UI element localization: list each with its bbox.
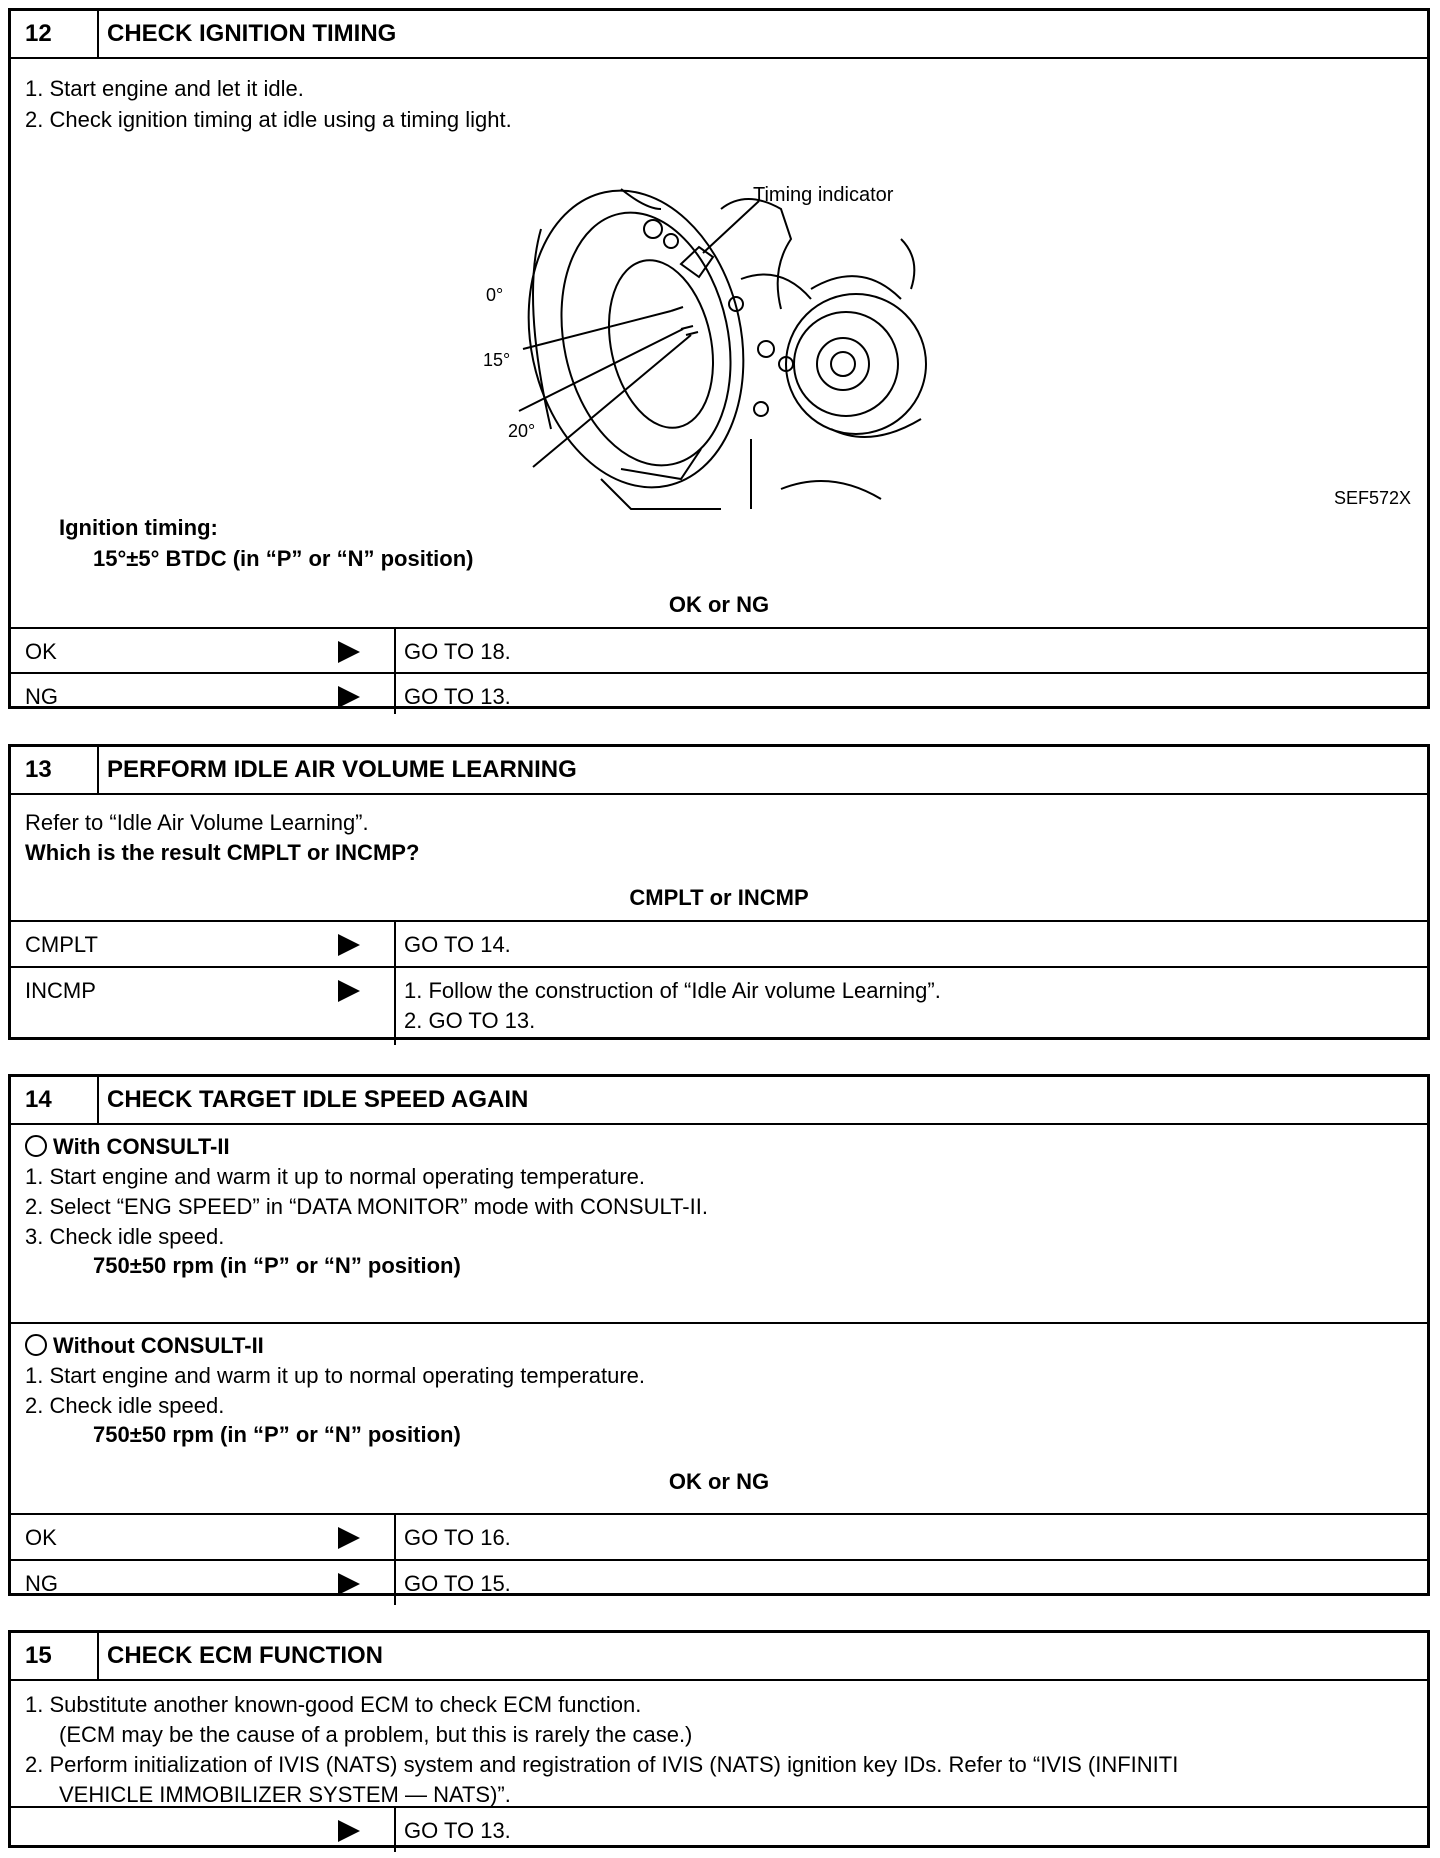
outcome-action: GO TO 13. bbox=[404, 684, 511, 709]
instruction: VEHICLE IMMOBILIZER SYSTEM — NATS)”. bbox=[59, 1782, 511, 1807]
question: Which is the result CMPLT or INCMP? bbox=[25, 840, 420, 865]
step-body bbox=[11, 1681, 1427, 1806]
outcome-row bbox=[11, 966, 1427, 1045]
outcome-label: NG bbox=[25, 684, 58, 709]
with-consult-heading bbox=[25, 1133, 230, 1161]
arrow-icon bbox=[338, 686, 360, 708]
instruction: 2. Select “ENG SPEED” in “DATA MONITOR” mode with CONSULT-II. bbox=[25, 1194, 708, 1219]
outcome-row bbox=[11, 1559, 1427, 1605]
step-title: CHECK TARGET IDLE SPEED AGAIN bbox=[107, 1086, 529, 1113]
instruction: Refer to “Idle Air Volume Learning”. bbox=[25, 810, 369, 835]
step-number: 15 bbox=[11, 1633, 99, 1679]
outcome-row bbox=[11, 920, 1427, 966]
spec-label: Ignition timing: bbox=[59, 515, 218, 540]
spec-value: 750±50 rpm (in “P” or “N” position) bbox=[93, 1422, 461, 1447]
arrow-icon bbox=[338, 641, 360, 663]
step-body bbox=[11, 59, 1427, 627]
spec-value: 15°±5° BTDC (in “P” or “N” position) bbox=[93, 546, 474, 571]
outcome-action: 2. GO TO 13. bbox=[404, 1008, 536, 1033]
callout-label: Timing indicator bbox=[753, 184, 894, 206]
mark-label: 15° bbox=[483, 350, 511, 370]
consult-icon bbox=[25, 1135, 47, 1157]
step-header bbox=[11, 11, 1427, 59]
outcome-row bbox=[11, 672, 1427, 714]
without-consult-heading bbox=[25, 1332, 264, 1360]
outcome-row bbox=[11, 1806, 1427, 1852]
instruction: 2. Check ignition timing at idle using a timing light. bbox=[25, 107, 512, 132]
step-number: 13 bbox=[11, 747, 99, 793]
step-header bbox=[11, 1633, 1427, 1681]
instruction: 2. Check idle speed. bbox=[25, 1393, 225, 1418]
step-number: 12 bbox=[11, 11, 99, 57]
step-12-block bbox=[8, 8, 1430, 709]
step-15-block bbox=[8, 1630, 1430, 1848]
instruction: 1. Start engine and warm it up to normal operating temperature. bbox=[25, 1363, 646, 1388]
arrow-icon bbox=[338, 980, 360, 1002]
outcome-action: GO TO 14. bbox=[404, 932, 511, 957]
arrow-icon bbox=[338, 1527, 360, 1549]
step-body bbox=[11, 1125, 1427, 1513]
instruction: 1. Substitute another known-good ECM to check ECM function. bbox=[25, 1692, 642, 1717]
outcome-row bbox=[11, 627, 1427, 672]
arrow-icon bbox=[338, 1820, 360, 1842]
outcome-row bbox=[11, 1513, 1427, 1559]
outcome-action: GO TO 13. bbox=[404, 1818, 511, 1843]
step-14-block bbox=[8, 1074, 1430, 1596]
arrow-icon bbox=[338, 1573, 360, 1595]
instruction: 2. Perform initialization of IVIS (NATS) system and registration of IVIS (NATS) ignition key IDs. Refer to “IVIS (INFINITI bbox=[25, 1752, 1179, 1777]
without-consult-label: Without CONSULT-II bbox=[53, 1333, 264, 1358]
no-consult-icon bbox=[25, 1334, 47, 1356]
result-label: OK or NG bbox=[668, 1469, 770, 1494]
step-title: CHECK IGNITION TIMING bbox=[107, 20, 397, 47]
instruction: 1. Start engine and warm it up to normal operating temperature. bbox=[25, 1164, 646, 1189]
step-13-block bbox=[8, 744, 1430, 1040]
mark-label: 20° bbox=[508, 421, 536, 441]
instruction: (ECM may be the cause of a problem, but this is rarely the case.) bbox=[59, 1722, 693, 1747]
outcome-action: GO TO 15. bbox=[404, 1571, 511, 1596]
outcome-label: OK bbox=[25, 1525, 57, 1550]
step-header bbox=[11, 1077, 1427, 1125]
outcome-label: CMPLT bbox=[25, 932, 98, 957]
outcome-action: GO TO 18. bbox=[404, 639, 511, 664]
with-consult-label: With CONSULT-II bbox=[53, 1134, 230, 1159]
step-title: PERFORM IDLE AIR VOLUME LEARNING bbox=[107, 756, 577, 783]
section-divider bbox=[11, 1322, 1427, 1324]
outcome-label: NG bbox=[25, 1571, 58, 1596]
step-number: 14 bbox=[11, 1077, 99, 1123]
result-label: CMPLT or INCMP bbox=[629, 885, 809, 910]
outcome-action: 1. Follow the construction of “Idle Air volume Learning”. bbox=[404, 978, 941, 1003]
mark-label: 0° bbox=[486, 285, 504, 305]
step-header bbox=[11, 747, 1427, 795]
arrow-icon bbox=[338, 934, 360, 956]
step-title: CHECK ECM FUNCTION bbox=[107, 1642, 383, 1669]
instruction: 3. Check idle speed. bbox=[25, 1224, 225, 1249]
figure-code: SEF572X bbox=[1333, 488, 1411, 508]
result-label: OK or NG bbox=[668, 592, 770, 617]
outcome-label: OK bbox=[25, 639, 57, 664]
instruction: 1. Start engine and let it idle. bbox=[25, 76, 304, 101]
outcome-label bbox=[25, 1808, 394, 1816]
outcome-action: GO TO 16. bbox=[404, 1525, 511, 1550]
spec-value: 750±50 rpm (in “P” or “N” position) bbox=[93, 1253, 461, 1278]
step-body bbox=[11, 795, 1427, 920]
outcome-label: INCMP bbox=[25, 978, 96, 1003]
